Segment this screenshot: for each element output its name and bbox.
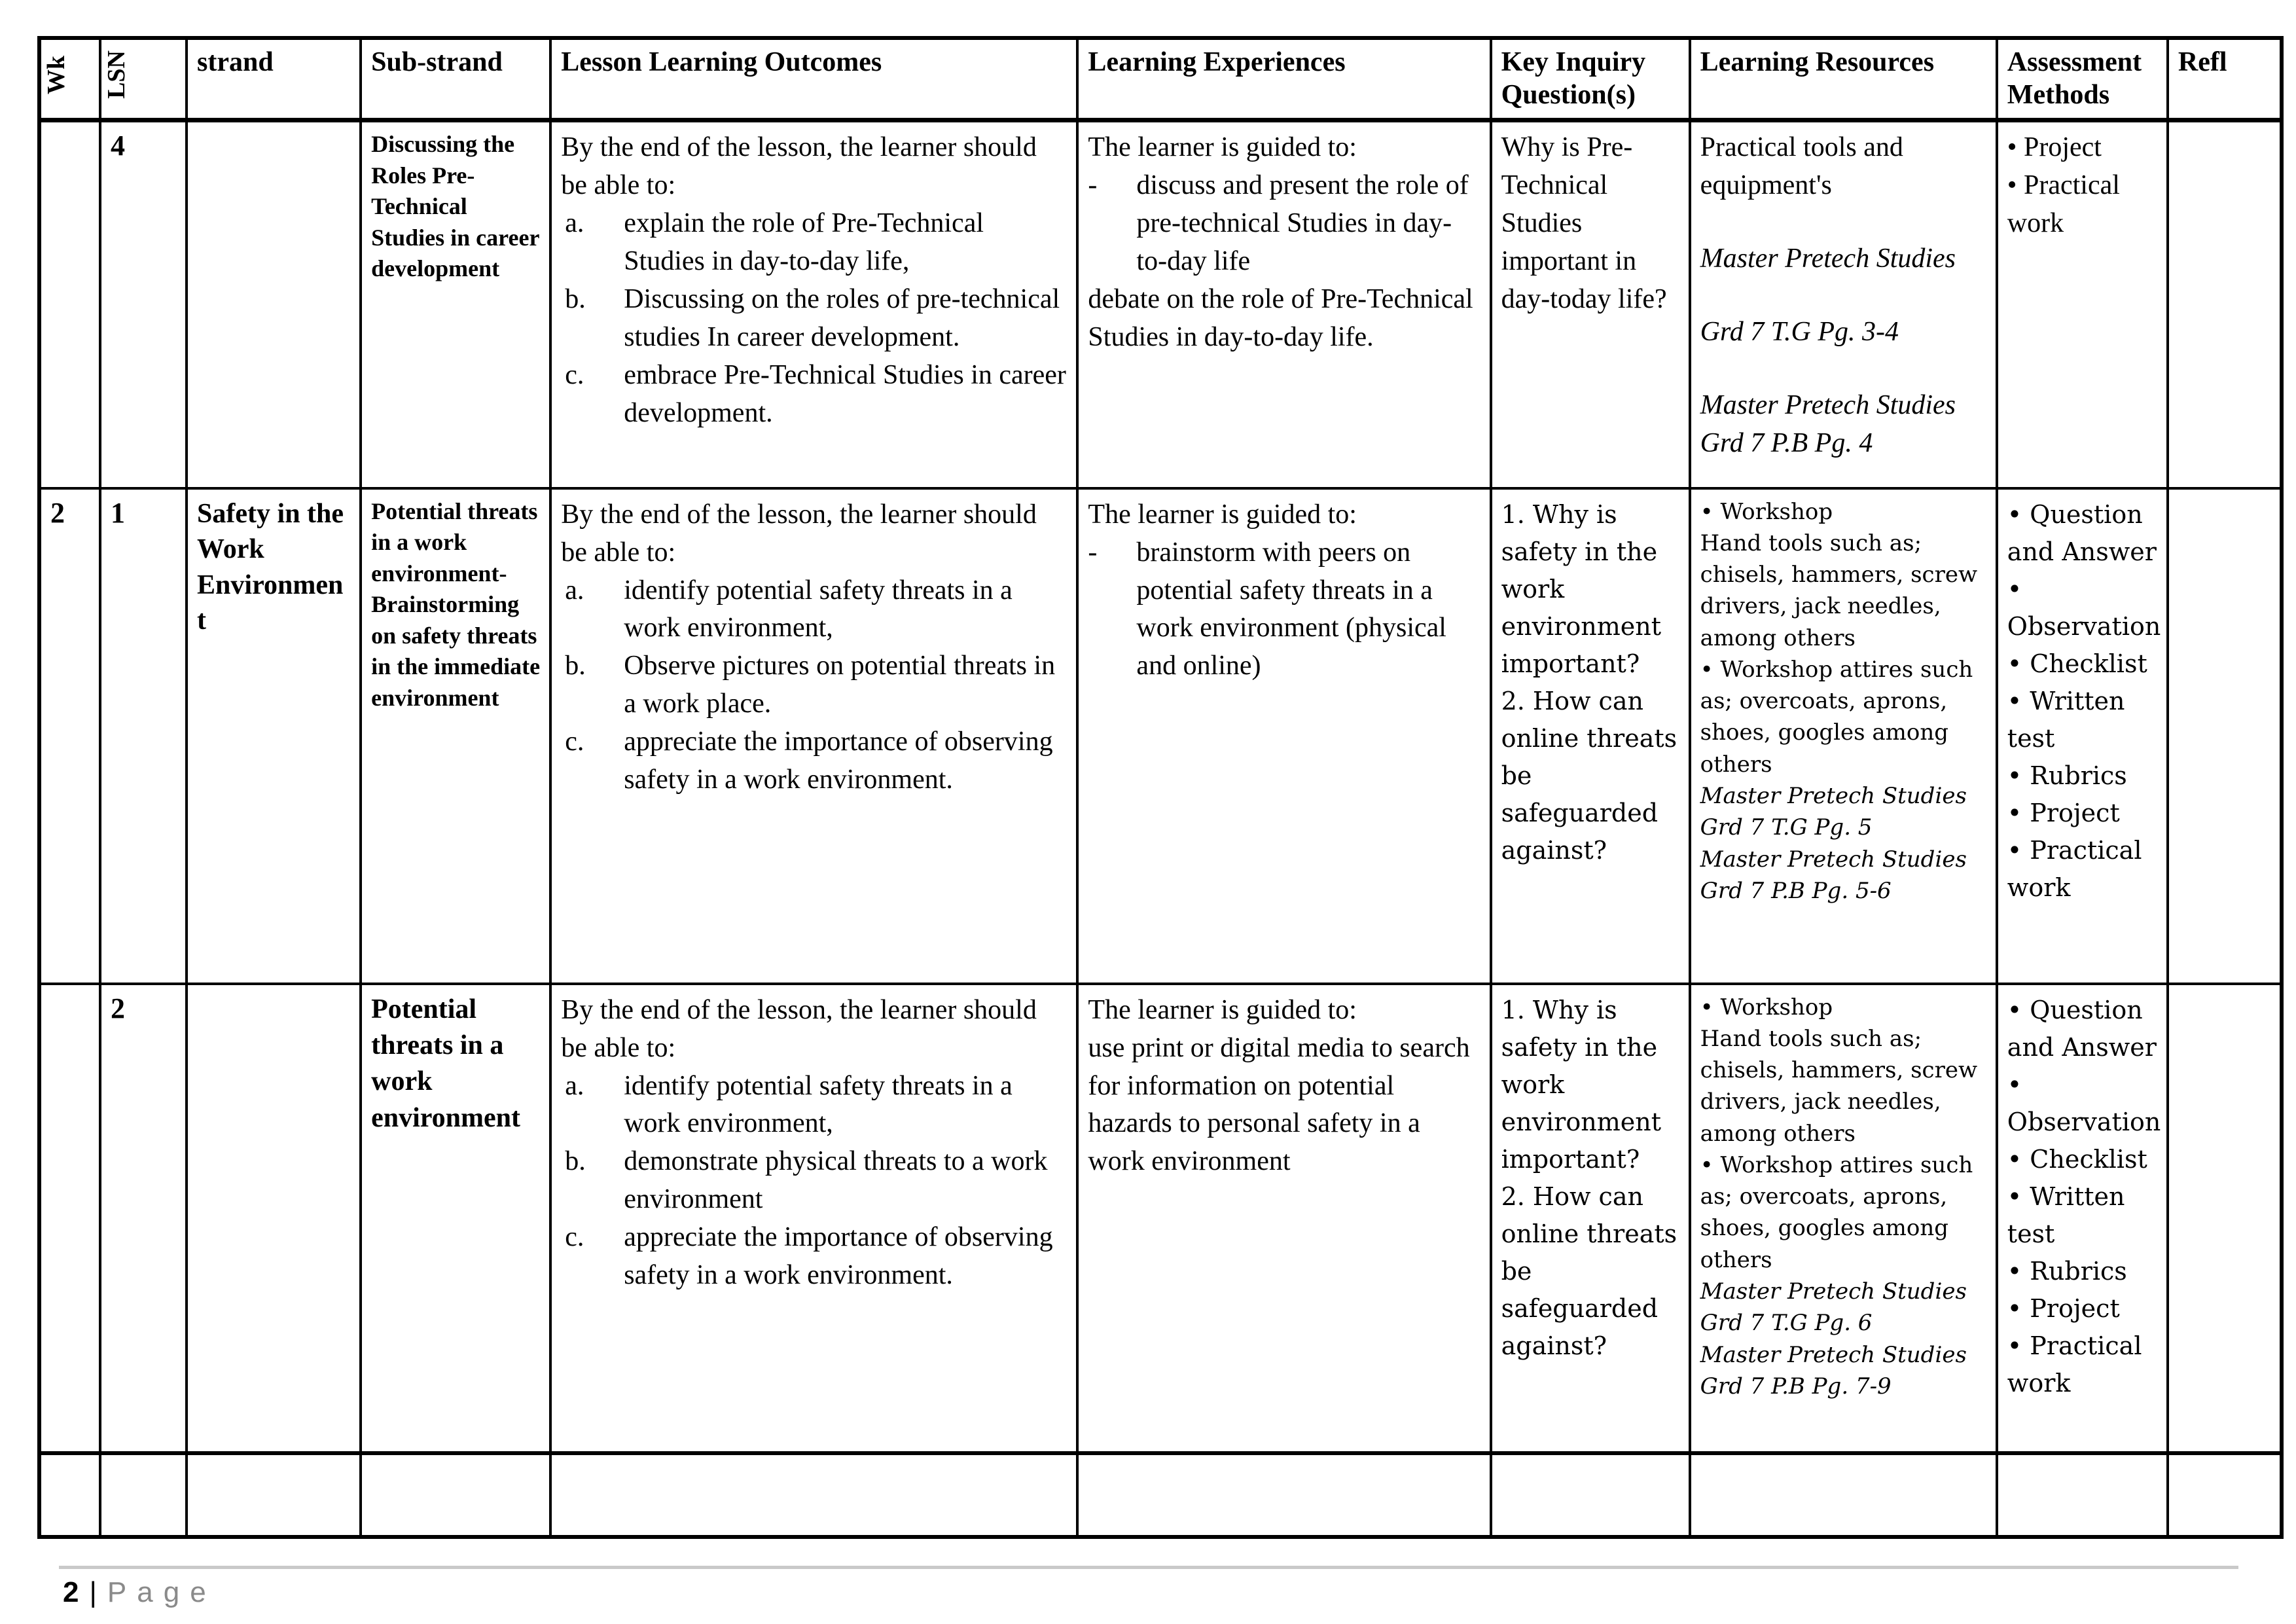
header-week-label: Wk: [43, 55, 70, 94]
resource-item: • Workshop: [1700, 994, 1833, 1020]
cell-resources: [1690, 488, 1997, 984]
cell-reflection: [2168, 120, 2282, 488]
cell-lesson-number: 1: [100, 488, 187, 984]
experiences-intro: The learner is guided to:: [1088, 499, 1357, 530]
outcomes-intro: By the end of the lesson, the learner should be able to:: [561, 132, 1037, 201]
cell-experiences: [1077, 488, 1490, 984]
cell-substrand: Discussing the Roles Pre-Technical Studies in career development: [361, 120, 550, 488]
resource-item: Master Pretech Studies Grd 7 P.B Pg. 5-6: [1700, 846, 1967, 904]
assessment-item: • Observation: [2007, 574, 2161, 641]
table-row: [39, 120, 2282, 488]
cell-week: [39, 120, 100, 488]
header-strand: strand: [187, 38, 361, 120]
assessment-item: • Written test: [2007, 686, 2125, 753]
list-marker: b.: [565, 1146, 586, 1177]
cell-assessment: [1997, 1453, 2168, 1537]
outcome-text: explain the role of Pre-Technical Studies in day-to-day life,: [624, 208, 984, 276]
list-marker: -: [1088, 537, 1098, 568]
experience-text: brainstorm with peers on potential safety threats in a work environment (physical and online): [1136, 537, 1446, 681]
cell-outcomes: [550, 984, 1077, 1453]
assessment-item: • Question and Answer: [2007, 499, 2157, 566]
scheme-of-work-table: [37, 36, 2284, 1539]
cell-lesson-number: 4: [100, 120, 187, 488]
header-learning-resources: Learning Resources: [1690, 38, 1997, 120]
list-marker: a.: [565, 1070, 584, 1101]
outcome-item: [561, 357, 1067, 433]
resource-item: Master Pretech Studies Grd 7 P.B Pg. 7-9: [1700, 1341, 1967, 1399]
cell-assessment: [1997, 120, 2168, 488]
cell-strand: [187, 1453, 361, 1537]
table-row: [39, 984, 2282, 1453]
outcome-text: Observe pictures on potential threats in a work place.: [624, 651, 1056, 719]
outcome-item: [561, 1219, 1067, 1295]
cell-week: [39, 1453, 100, 1537]
assessment-item: • Checklist: [2007, 649, 2147, 678]
assessment-item: • Rubrics: [2007, 761, 2127, 790]
inquiry-question: Why is Pre-Technical Studies important in day-today life?: [1501, 132, 1667, 314]
assessment-item: • Practical work: [2007, 1331, 2142, 1398]
cell-week: 2: [39, 488, 100, 984]
cell-week: [39, 984, 100, 1453]
inquiry-question: 1. Why is safety in the work environment important?: [1501, 499, 1661, 678]
outcome-item: [561, 1068, 1067, 1144]
outcome-text: demonstrate physical threats to a work environment: [624, 1146, 1048, 1215]
assessment-item: • Project: [2007, 798, 2120, 827]
cell-substrand: Potential threats in a work environment: [361, 984, 550, 1453]
cell-experiences: [1077, 1453, 1490, 1537]
inquiry-question: 2. How can online threats be safeguarded against?: [1501, 686, 1677, 865]
list-marker: b.: [565, 283, 586, 314]
cell-experiences: [1077, 984, 1490, 1453]
list-marker: c.: [565, 1222, 584, 1253]
outcome-item: [561, 572, 1067, 648]
outcomes-intro: By the end of the lesson, the learner should be able to:: [561, 994, 1037, 1063]
experience-paragraph: debate on the role of Pre-Technical Studies in day-to-day life.: [1088, 283, 1473, 352]
outcome-text: identify potential safety threats in a work environment,: [624, 575, 1013, 643]
outcome-item: [561, 281, 1067, 357]
cell-key-inquiry: [1491, 1453, 1690, 1537]
footer-separator: |: [89, 1576, 97, 1608]
inquiry-question: 1. Why is safety in the work environment important?: [1501, 995, 1661, 1174]
header-substrand: Sub-strand: [361, 38, 550, 120]
outcome-text: embrace Pre-Technical Studies in career development.: [624, 359, 1066, 428]
resource-item: Master Pretech Studies Grd 7 T.G Pg. 6: [1700, 1278, 1967, 1337]
footer-divider: [59, 1566, 2238, 1569]
cell-key-inquiry: [1491, 984, 1690, 1453]
outcome-text: appreciate the importance of observing safety in a work environment.: [624, 727, 1053, 795]
page-number: 2: [63, 1576, 79, 1608]
cell-strand: [187, 984, 361, 1453]
cell-key-inquiry: [1491, 120, 1690, 488]
assessment-item: • Written test: [2007, 1182, 2125, 1248]
list-marker: c.: [565, 727, 584, 757]
cell-substrand: Potential threats in a work environment-Brainstorming on safety threats in the immediate environment: [361, 488, 550, 984]
assessment-item: • Practical work: [2007, 170, 2120, 238]
resource-item: Grd 7 T.G Pg. 3-4: [1700, 316, 1899, 347]
outcome-text: appreciate the importance of observing safety in a work environment.: [624, 1222, 1053, 1291]
cell-lesson-number: [100, 1453, 187, 1537]
experiences-intro: The learner is guided to:: [1088, 994, 1357, 1025]
cell-assessment: [1997, 488, 2168, 984]
experience-paragraph: use print or digital media to search for information on potential hazards to personal safety in a work environment: [1088, 1032, 1470, 1177]
cell-outcomes: [550, 1453, 1077, 1537]
resource-item: • Workshop: [1700, 498, 1833, 525]
assessment-item: • Rubrics: [2007, 1256, 2127, 1286]
resource-item: Hand tools such as; chisels, hammers, screw drivers, jack needles, among others: [1700, 1025, 1978, 1147]
assessment-item: • Project: [2007, 132, 2102, 163]
resource-item: Master Pretech Studies Grd 7 P.B Pg. 4: [1700, 389, 1956, 458]
cell-substrand: [361, 1453, 550, 1537]
cell-reflection: [2168, 984, 2282, 1453]
header-learning-experiences: Learning Experiences: [1077, 38, 1490, 120]
assessment-item: • Checklist: [2007, 1144, 2147, 1174]
resource-item: • Workshop attires such as; overcoats, aprons, shoes, googles among others: [1700, 1151, 1973, 1273]
header-lesson-learning-outcomes: Lesson Learning Outcomes: [550, 38, 1077, 120]
table-row: [39, 1453, 2282, 1537]
experience-text: discuss and present the role of pre-technical Studies in day-to-day life: [1136, 170, 1469, 276]
header-week: [39, 38, 100, 120]
cell-outcomes: [550, 120, 1077, 488]
cell-strand: Safety in the Work Environment: [187, 488, 361, 984]
cell-reflection: [2168, 488, 2282, 984]
cell-experiences: [1077, 120, 1490, 488]
header-lesson-number-label: LSN: [103, 50, 131, 99]
cell-resources: [1690, 120, 1997, 488]
resource-item: Hand tools such as; chisels, hammers, screw drivers, jack needles, among others: [1700, 530, 1978, 651]
outcome-item: [561, 1143, 1067, 1219]
list-marker: -: [1088, 170, 1098, 201]
assessment-item: • Observation: [2007, 1070, 2161, 1136]
cell-assessment: [1997, 984, 2168, 1453]
list-marker: a.: [565, 208, 584, 238]
outcome-item: [561, 205, 1067, 281]
table-row: [39, 488, 2282, 984]
experience-item: [1088, 167, 1480, 281]
page-footer: [63, 1576, 217, 1609]
cell-strand: [187, 120, 361, 488]
header-assessment-methods: Assessment Methods: [1997, 38, 2168, 120]
header-lesson-number: [100, 38, 187, 120]
resource-item: Practical tools and equipment's: [1700, 132, 1903, 201]
list-marker: b.: [565, 651, 586, 681]
resource-item: Master Pretech Studies: [1700, 244, 1956, 274]
cell-reflection: [2168, 1453, 2282, 1537]
outcome-item: [561, 647, 1067, 723]
resource-item: Master Pretech Studies Grd 7 T.G Pg. 5: [1700, 782, 1967, 841]
experience-item: [1088, 534, 1480, 686]
experiences-intro: The learner is guided to:: [1088, 132, 1357, 163]
cell-outcomes: [550, 488, 1077, 984]
assessment-item: • Question and Answer: [2007, 995, 2157, 1062]
outcome-text: identify potential safety threats in a work environment,: [624, 1070, 1013, 1139]
inquiry-question: 2. How can online threats be safeguarded against?: [1501, 1182, 1677, 1360]
header-reflection: Refl: [2168, 38, 2282, 120]
footer-page-label: Page: [107, 1576, 217, 1608]
resource-item: • Workshop attires such as; overcoats, aprons, shoes, googles among others: [1700, 656, 1973, 778]
outcomes-intro: By the end of the lesson, the learner should be able to:: [561, 499, 1037, 568]
list-marker: c.: [565, 359, 584, 390]
cell-resources: [1690, 984, 1997, 1453]
header-row: [39, 38, 2282, 120]
cell-key-inquiry: [1491, 488, 1690, 984]
cell-resources: [1690, 1453, 1997, 1537]
list-marker: a.: [565, 575, 584, 605]
assessment-item: • Project: [2007, 1293, 2120, 1323]
assessment-item: • Practical work: [2007, 835, 2142, 902]
outcome-item: [561, 723, 1067, 799]
header-key-inquiry-questions: Key Inquiry Question(s): [1491, 38, 1690, 120]
cell-lesson-number: 2: [100, 984, 187, 1453]
outcome-text: Discussing on the roles of pre-technical studies In career development.: [624, 283, 1060, 352]
